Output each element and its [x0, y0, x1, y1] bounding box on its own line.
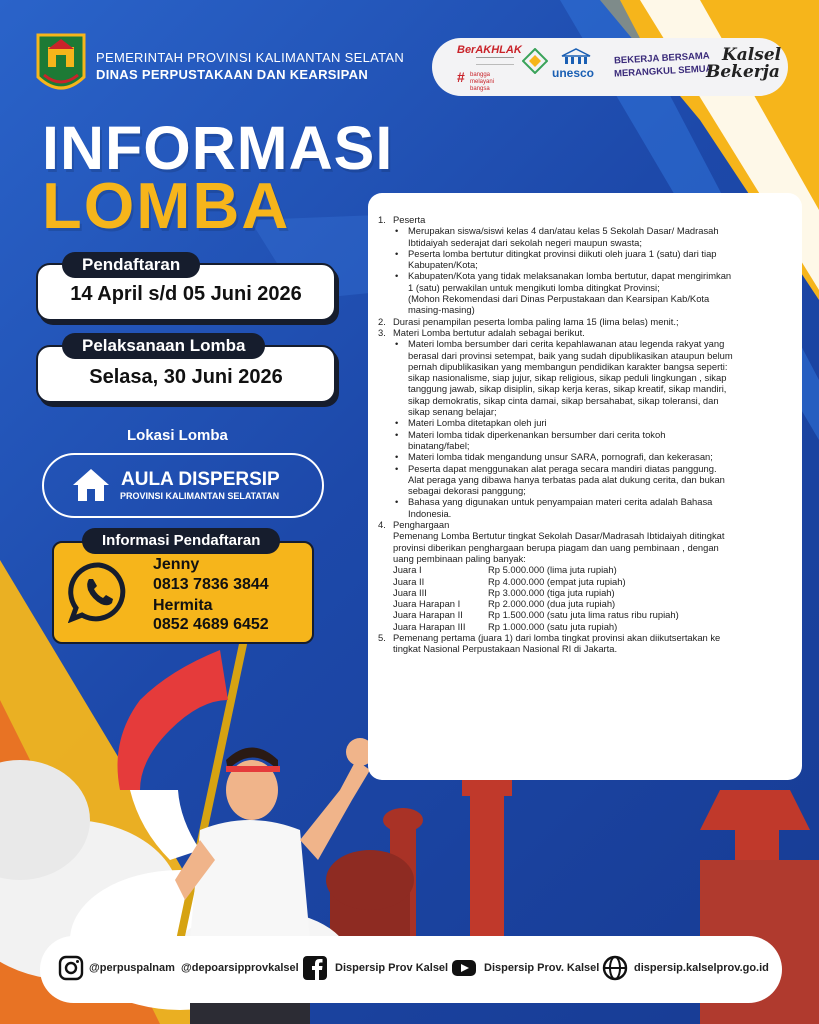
department-name: DINAS PERPUSTAKAAN DAN KEARSIPAN: [96, 67, 369, 82]
facebook-icon[interactable]: [302, 955, 328, 981]
unesco-temple-icon: [558, 48, 594, 66]
rule-text: Materi lomba bersumber dari cerita kepahlawanan atau legenda rakyat yang: [408, 338, 725, 350]
rule-text: Peserta dapat menggunakan alat peraga secara mandiri diatas panggung.: [408, 462, 717, 474]
rule-text: Indonesia.: [408, 507, 452, 519]
item-number: 5.: [378, 631, 386, 643]
rule-text: Materi lomba tidak mengandung unsur SARA, pornografi, dan kekerasan;: [408, 451, 713, 463]
bullet: •: [395, 338, 399, 350]
prize-amount: Rp 1.000.000 (satu juta rupiah): [488, 620, 618, 632]
bullet: •: [395, 462, 399, 474]
contact-phone-1: 0813 7836 3844: [153, 576, 269, 593]
item-number: 3.: [378, 326, 386, 338]
bullet: •: [395, 270, 399, 282]
registration-info-label: Informasi Pendaftaran: [82, 528, 280, 554]
item-number: 1.: [378, 214, 386, 225]
rule-text: sikap demokratis, sikap cinta damai, sikap bersahabat, sikap toleransi, dan: [408, 394, 719, 406]
rule-text: Kabupaten/Kota;: [408, 259, 478, 271]
berakhlak-hash-symbol: #: [457, 69, 465, 85]
bullet: •: [395, 247, 399, 259]
rule-text: berasal dari provinsi setempat, baik yang sudah dipublikasikan ataupun belum: [408, 349, 733, 361]
rule-text: Materi lomba tidak diperkenankan bersumber dari cerita tokoh: [408, 428, 666, 440]
prize-place: Juara Harapan I: [393, 598, 461, 610]
location-label: Lokasi Lomba: [127, 427, 228, 444]
section-peserta: Peserta: [393, 214, 426, 225]
rule-text: binatang/fabel;: [408, 439, 470, 451]
tagline-line2: MERANGKUL SEMUA: [613, 63, 713, 80]
section-penghargaan: Penghargaan: [393, 519, 450, 531]
rules-text: [378, 214, 774, 655]
bullet: •: [395, 428, 399, 440]
location-subtitle: PROVINSI KALIMANTAN SELATATAN: [120, 491, 280, 501]
rule-text: provinsi diberikan penghargaan berupa piagam dan uang pembinaan , dengan: [393, 541, 719, 553]
facebook-page[interactable]: Dispersip Prov Kalsel: [335, 962, 449, 974]
globe-icon[interactable]: [602, 955, 628, 981]
prize-amount: Rp 2.000.000 (dua juta rupiah): [488, 598, 616, 610]
item-number: 2.: [378, 315, 386, 327]
prize-place: Juara Harapan II: [393, 609, 463, 621]
prize-amount: Rp 5.000.000 (lima juta rupiah): [488, 564, 617, 576]
title-lomba: LOMBA: [42, 169, 291, 242]
rule-text: Alat peraga yang dibawa hanya terbatas pada alat dukung cerita, dan bukan: [408, 473, 725, 485]
rule-text: Peserta lomba bertutur ditingkat provinsi diikuti oleh juara 1 (satu) dari tiap: [408, 247, 717, 259]
home-icon: [72, 467, 110, 503]
item-number: 4.: [378, 519, 386, 531]
registration-label: Pendaftaran: [62, 252, 200, 278]
literacy-logo-icon: [522, 48, 548, 74]
berakhlak-tagline: bangga melayani bangsa: [470, 72, 495, 92]
rule-text: tanggung jawab, sikap disiplin, sikap kerja keras, sikap kreatif, sikap mandiri,: [408, 383, 727, 395]
unesco-logo: unesco: [552, 66, 595, 80]
event-date-label: Pelaksanaan Lomba: [62, 333, 265, 359]
rule-text: sebagai dekorasi panggung;: [408, 485, 526, 497]
registration-date-box: 14 April s/d 05 Juni 2026: [36, 263, 336, 321]
contact-name-1: Jenny: [153, 556, 200, 573]
youtube-channel[interactable]: Dispersip Prov. Kalsel: [484, 962, 600, 974]
location-title: AULA DISPERSIP: [121, 469, 280, 490]
prize-place: Juara Harapan III: [393, 620, 466, 632]
rule-text: uang pembinaan paling banyak:: [393, 552, 526, 564]
rule-text: Kabupaten/Kota yang tidak melaksanakan lomba bertutur, dapat mengirimkan: [408, 270, 732, 282]
instagram-handle-2[interactable]: @depoarsipprovkalsel: [181, 962, 299, 974]
berakhlak-fine-print: [476, 57, 514, 65]
rule-text: pernah dipublikasikan yang membangun pendidikan karakter bangsa seperti:: [408, 360, 728, 372]
province-emblem-icon: [36, 33, 86, 99]
rule-text: sikap senang belajar;: [408, 406, 497, 418]
tagline-line1: BEKERJA BERSAMA: [613, 50, 710, 67]
youtube-icon[interactable]: [451, 955, 477, 981]
rule-text: Bahasa yang digunakan untuk penyampaian materi cerita adalah Bahasa: [408, 496, 713, 508]
section-materi: Materi Lomba bertutur adalah sebagai berikut.: [393, 326, 585, 338]
instagram-handle-1[interactable]: @perpuspalnam: [89, 962, 175, 974]
bullet: •: [395, 451, 399, 463]
contact-name-2: Hermita: [153, 597, 213, 614]
rule-text: Ibtidaiyah sederajat dari sekolah negeri maupun swasta;: [408, 236, 642, 248]
rule-text: Merupakan siswa/siswi kelas 4 dan/atau kelas 5 Sekolah Dasar/ Madrasah: [408, 225, 719, 237]
prize-place: Juara III: [393, 586, 427, 598]
website-link[interactable]: dispersip.kalselprov.go.id: [634, 962, 769, 974]
bullet: •: [395, 225, 399, 237]
kalsel-bekerja-logo-line2: Bekerja: [706, 62, 780, 82]
prize-place: Juara I: [393, 564, 422, 576]
government-name: PEMERINTAH PROVINSI KALIMANTAN SELATAN: [96, 50, 405, 65]
section-durasi: Durasi penampilan peserta lomba paling lama 15 (lima belas) menit.;: [393, 315, 679, 327]
whatsapp-icon: [68, 561, 130, 623]
rule-text: (Mohon Rekomendasi dari Dinas Perpustakaan dan Kearsipan Kab/Kota: [408, 293, 710, 305]
rule-text: tingkat Nasional Perpustakaan Nasional RI di Jakarta.: [393, 643, 618, 655]
prize-amount: Rp 1.500.000 (satu juta lima ratus ribu rupiah): [488, 609, 679, 621]
instagram-icon[interactable]: [58, 955, 84, 981]
rule-text: 1 (satu) perwakilan untuk mengikuti lomba ditingkat Provinsi;: [408, 281, 660, 293]
title-informasi: INFORMASI: [42, 114, 394, 182]
section-pemenang: Pemenang pertama (juara 1) dari lomba tingkat provinsi akan diikutsertakan ke: [393, 631, 721, 643]
contact-phone-2: 0852 4689 6452: [153, 616, 269, 633]
rule-text: sikap nasionalisme, siap jujur, sikap religious, sikap peduli lingkungan , sikap: [408, 372, 727, 384]
prize-place: Juara II: [393, 575, 425, 587]
berakhlak-logo: BerAKHLAK: [457, 44, 522, 56]
prize-amount: Rp 3.000.000 (tiga juta rupiah): [488, 586, 615, 598]
rule-text: Pemenang Lomba Bertutur tingkat Sekolah Dasar/Madrasah Ibtidaiyah ditingkat: [393, 530, 725, 542]
kalsel-bekerja-logo-line1: Kalsel: [722, 45, 782, 65]
bullet: •: [395, 496, 399, 508]
prize-amount: Rp 4.000.000 (empat juta rupiah): [488, 575, 626, 587]
rule-text: Materi Lomba ditetapkan oleh juri: [408, 417, 547, 429]
rule-text: masing-masing): [408, 304, 475, 316]
bullet: •: [395, 417, 399, 429]
event-date-box: Selasa, 30 Juni 2026: [36, 345, 336, 403]
